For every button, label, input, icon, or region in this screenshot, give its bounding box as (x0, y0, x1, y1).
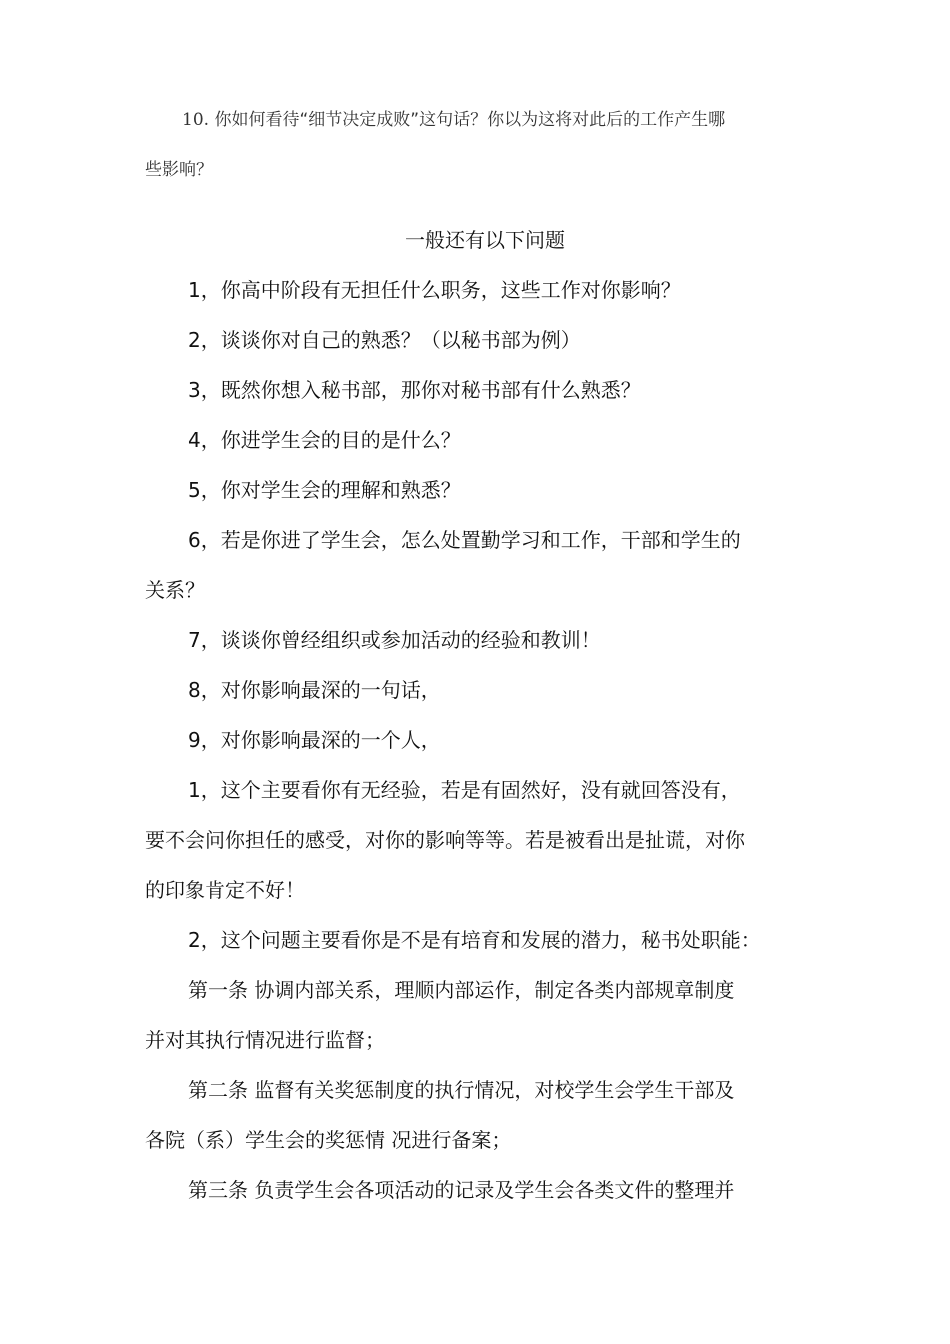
answer-1-line-3: 的印象肯定不好！ (145, 878, 305, 902)
question-5: 5，你对学生会的理解和熟悉？ (188, 478, 461, 502)
intro-question-line-2: 些影响？ (145, 160, 213, 180)
question-9: 9，对你影响最深的一个人， (188, 728, 441, 752)
question-7: 7，谈谈你曾经组织或参加活动的经验和教训！ (188, 628, 601, 652)
article-2-line-1: 第二条 监督有关奖惩制度的执行情况，对校学生会学生干部及 (188, 1078, 735, 1102)
question-6-continued: 关系？ (145, 578, 205, 602)
question-8: 8，对你影响最深的一句话， (188, 678, 441, 702)
answer-2-line-1: 2，这个问题主要看你是不是有培育和发展的潜力，秘书处职能： (188, 928, 761, 952)
question-3: 3，既然你想入秘书部，那你对秘书部有什么熟悉？ (188, 378, 641, 402)
section-heading: 一般还有以下问题 (405, 228, 565, 252)
article-3-line-1: 第三条 负责学生会各项活动的记录及学生会各类文件的整理并 (188, 1178, 735, 1202)
article-2-line-2: 各院（系）学生会的奖惩情 况进行备案； (145, 1128, 512, 1152)
answer-1-line-1: 1，这个主要看你有无经验，若是有固然好，没有就回答没有， (188, 778, 741, 802)
intro-question-line-1 (182, 112, 725, 129)
article-1-line-1: 第一条 协调内部关系，理顺内部运作，制定各类内部规章制度 (188, 978, 735, 1002)
answer-1-line-2: 要不会问你担任的感受，对你的影响等等。若是被看出是扯谎，对你 (145, 828, 745, 852)
intro-question-text: 你如何看待“细节决定成败”这句话？你以为这将对此后的工作产生哪 (209, 110, 726, 130)
question-1: 1，你高中阶段有无担任什么职务，这些工作对你影响？ (188, 278, 681, 302)
question-2: 2，谈谈你对自己的熟悉？（以秘书部为例） (188, 328, 581, 352)
article-1-line-2: 并对其执行情况进行监督； (145, 1028, 385, 1052)
question-4: 4，你进学生会的目的是什么？ (188, 428, 461, 452)
question-6: 6，若是你进了学生会，怎么处置勤学习和工作，干部和学生的 (188, 528, 741, 552)
intro-question-number: 10. (182, 110, 210, 130)
